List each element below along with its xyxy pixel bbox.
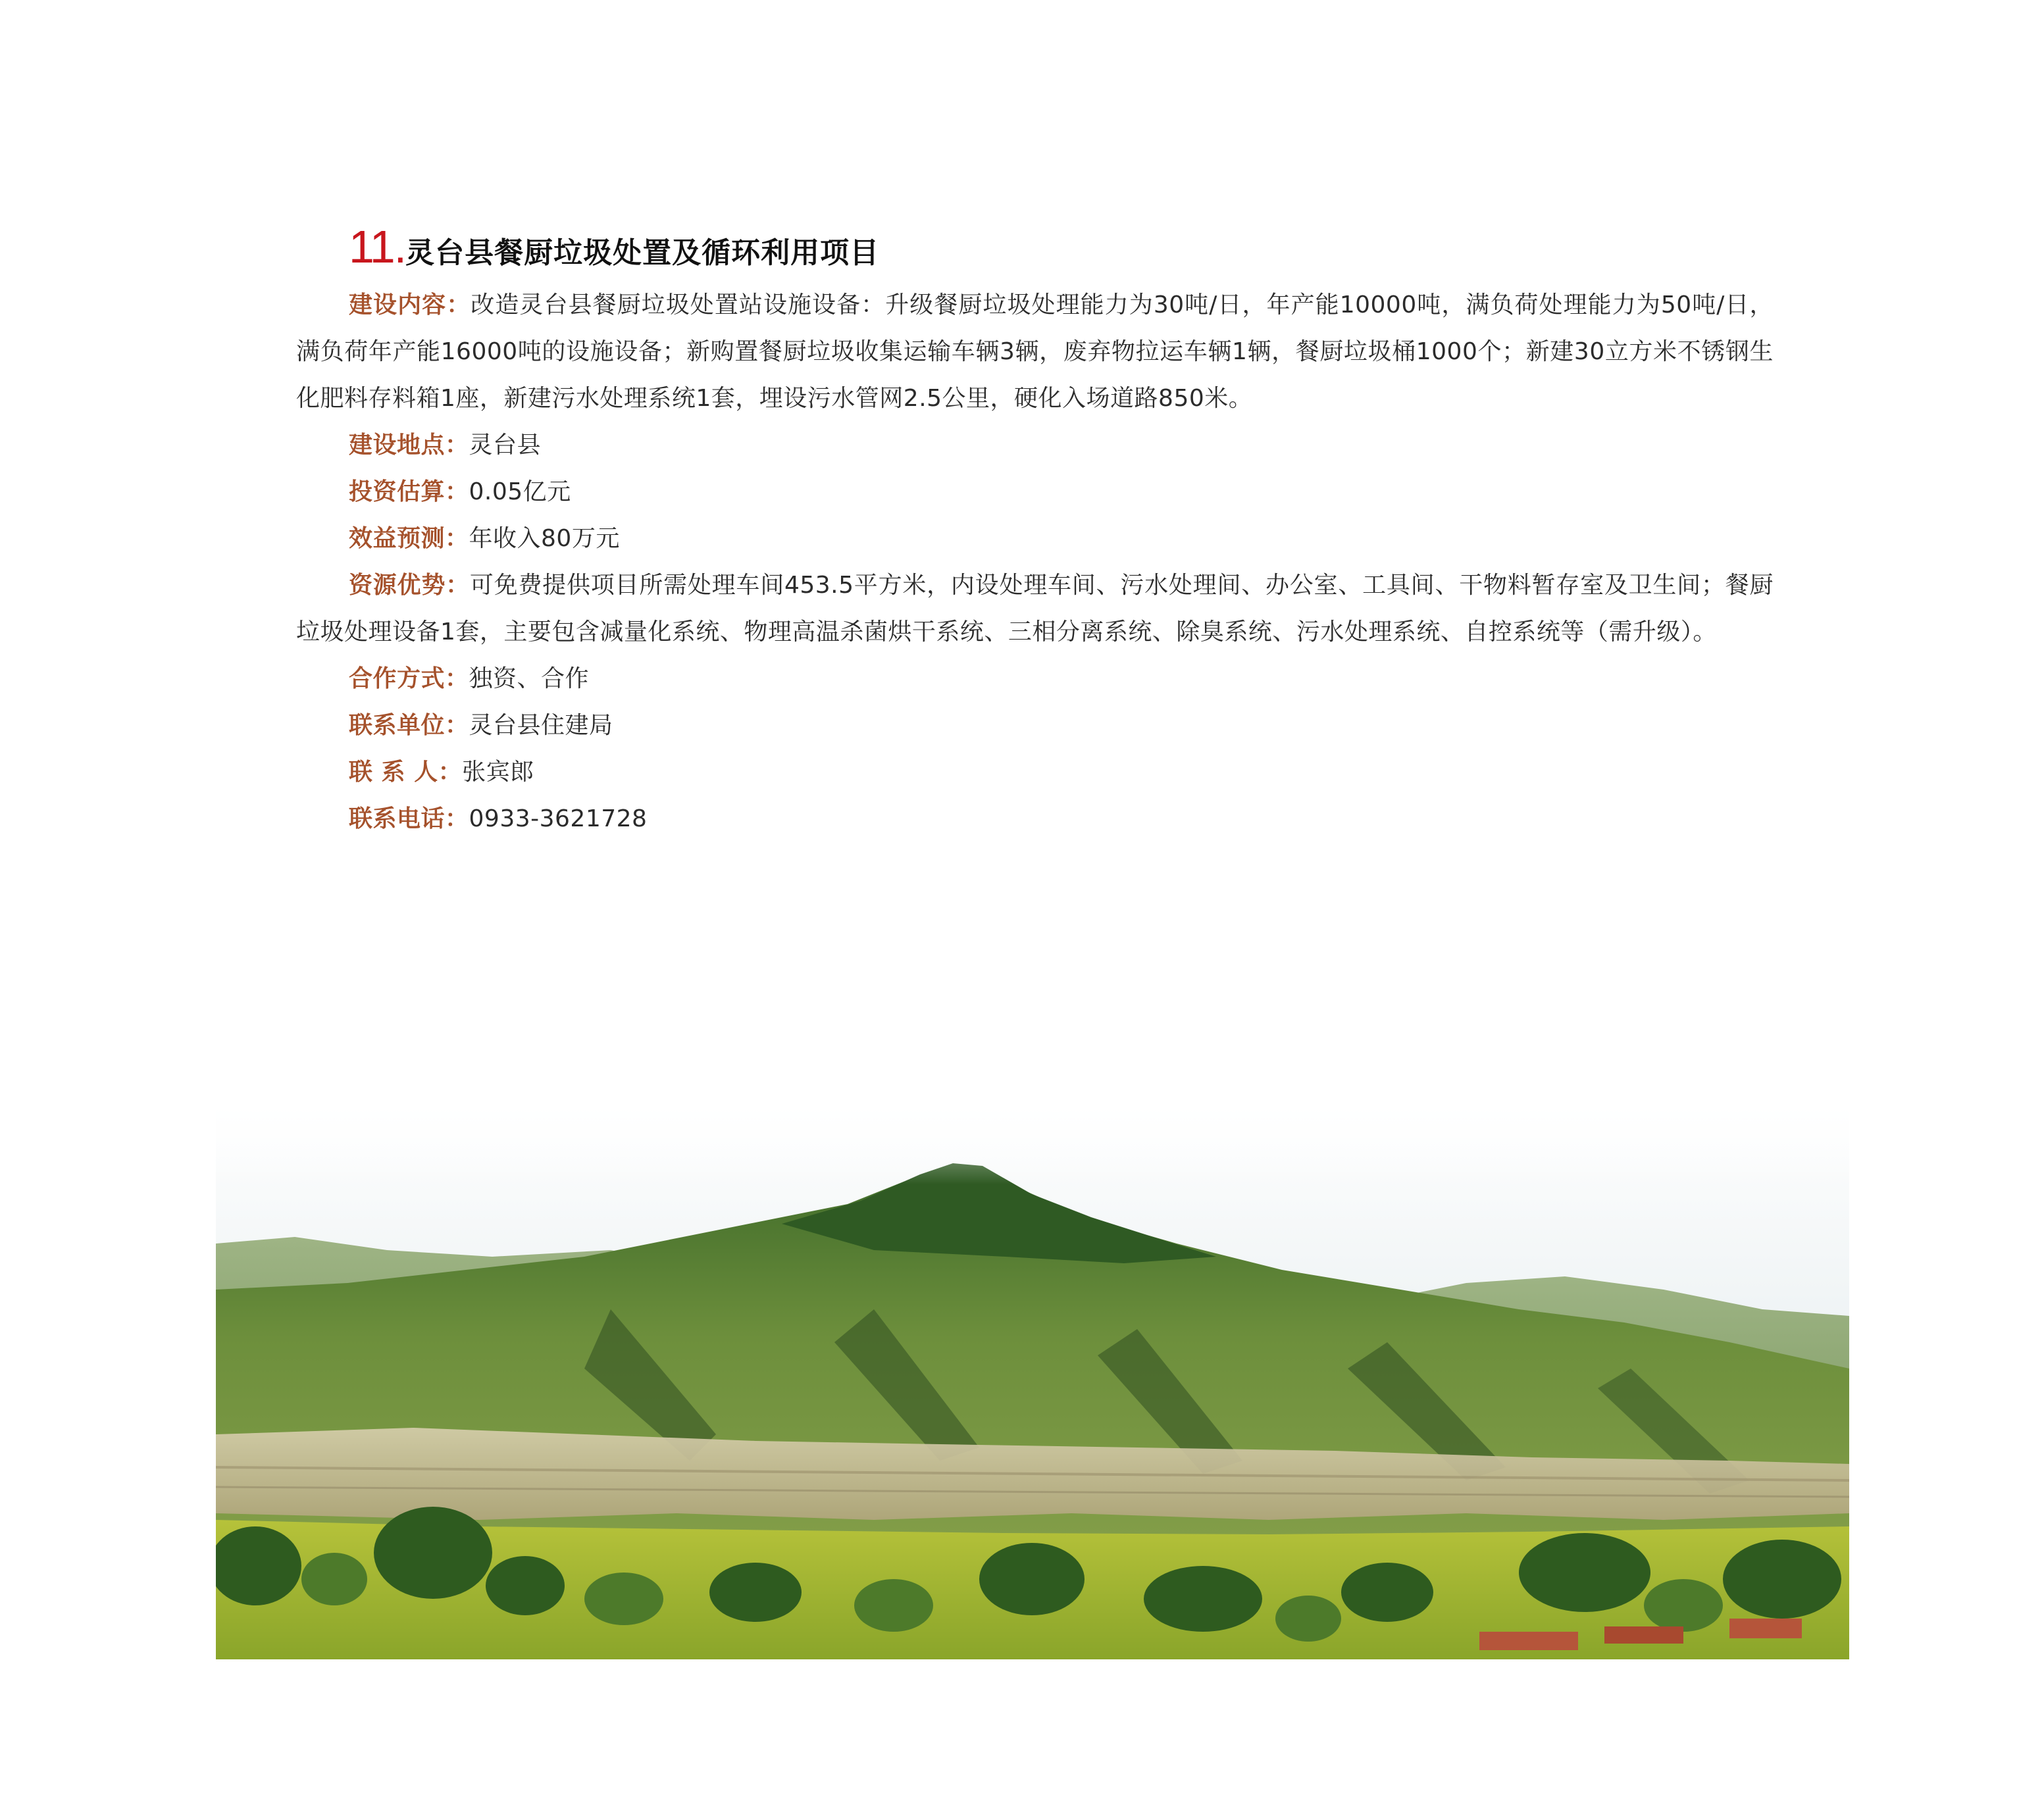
field-label: 建设地点： xyxy=(349,432,469,459)
field-value: 0.05亿元 xyxy=(469,478,571,505)
field-contact-phone xyxy=(296,795,1774,842)
project-section xyxy=(296,221,1774,842)
field-value: 独资、合作 xyxy=(469,665,590,692)
field-label: 效益预测： xyxy=(349,525,469,552)
field-label: 联 系 人： xyxy=(349,759,463,786)
field-resource-advantage xyxy=(296,562,1774,655)
field-construction-location xyxy=(296,422,1774,468)
landscape-photo xyxy=(216,1092,1849,1659)
field-cooperation-mode xyxy=(296,655,1774,702)
field-investment-estimate xyxy=(296,468,1774,515)
field-value: 张宾郎 xyxy=(462,759,534,786)
project-name: 灵台县餐厨垃圾处置及循环利用项目 xyxy=(405,236,880,270)
field-label: 投资估算： xyxy=(349,478,469,505)
field-construction-content xyxy=(296,282,1774,422)
field-label: 合作方式： xyxy=(349,665,469,692)
field-label: 联系电话： xyxy=(349,805,469,832)
field-value: 改造灵台县餐厨垃圾处置站设施设备：升级餐厨垃圾处理能力为30吨/日，年产能10000吨，满负荷处理能力为50吨/日，满负荷年产能16000吨的设施设备；新购置餐厨垃圾收集运输车辆3辆，废弃物拉运车辆1辆，餐厨垃圾桶1000个；新建30立方米不锈钢生化肥料存料箱1座，新建污水处理系统1套，埋设污水管网2.5公里，硬化入场道路850米。 xyxy=(296,291,1774,412)
field-value: 0933-3621728 xyxy=(469,805,648,832)
field-contact-unit xyxy=(296,702,1774,749)
field-value: 灵台县住建局 xyxy=(469,712,613,739)
field-label: 建设内容： xyxy=(349,291,471,318)
project-number: 11. xyxy=(349,221,406,272)
field-contact-person xyxy=(296,749,1774,795)
project-title xyxy=(349,221,1774,272)
field-value: 可免费提供项目所需处理车间453.5平方米，内设处理车间、污水处理间、办公室、工具间、干物料暂存室及卫生间；餐厨垃圾处理设备1套，主要包含减量化系统、物理高温杀菌烘干系统、三相分离系统、除臭系统、污水处理系统、自控系统等（需升级）。 xyxy=(296,572,1774,645)
field-label: 联系单位： xyxy=(349,712,469,739)
field-label: 资源优势： xyxy=(349,572,470,599)
field-value: 灵台县 xyxy=(469,432,542,459)
field-benefit-forecast xyxy=(296,515,1774,562)
field-value: 年收入80万元 xyxy=(469,525,620,552)
